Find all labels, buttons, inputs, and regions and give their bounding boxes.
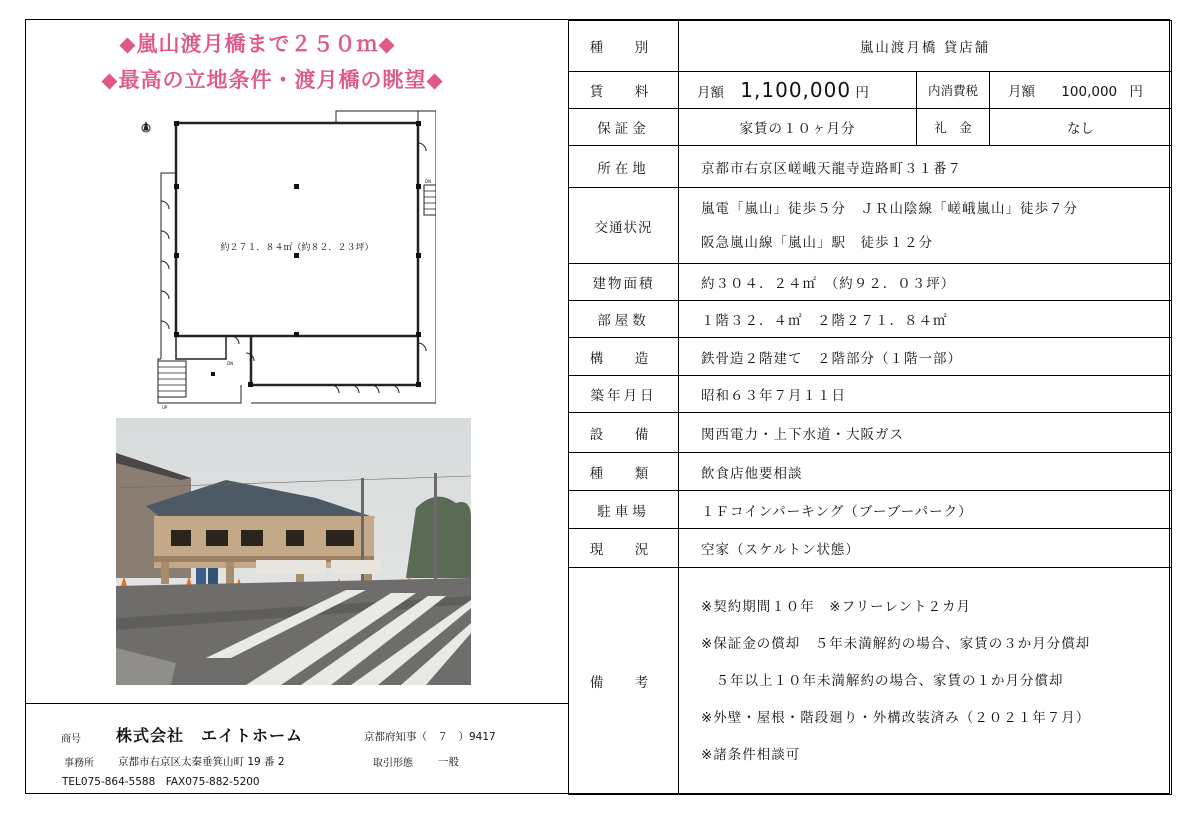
office-label: 事務所 xyxy=(64,758,94,769)
type-label: 種 別 xyxy=(569,21,679,72)
kind-label: 種 類 xyxy=(569,453,679,491)
row-kind xyxy=(569,453,1172,491)
parking-value: １Ｆコインパーキング（ブーブーパーク） xyxy=(679,491,1172,529)
note-item: ５年以上１０年未満解約の場合、家賃の１か月分償却 xyxy=(701,672,1064,689)
dn-label-lower: DN xyxy=(227,361,234,366)
tel-fax: TEL075-864-5588 FAX075-882-5200 xyxy=(62,776,260,788)
rent-value xyxy=(679,72,917,109)
rent-prefix: 月額 xyxy=(697,85,724,101)
dn-label: DN xyxy=(425,179,432,184)
left-panel xyxy=(26,20,569,793)
location-value: 京都市右京区嵯峨天龍寺造路町３１番７ xyxy=(679,146,1172,188)
floor-plan xyxy=(136,103,436,418)
deal-type-label: 取引形態 xyxy=(373,758,413,769)
row-built xyxy=(569,376,1172,413)
license-number: 京都府知事（ ７ ）9417 xyxy=(364,731,496,743)
access-line-1: 嵐電「嵐山」徒歩５分 ＪＲ山陰線「嵯峨嵐山」徒歩７分 xyxy=(701,200,1078,217)
built-value: 昭和６３年７月１１日 xyxy=(679,376,1172,413)
up-label: UP xyxy=(162,405,168,410)
rent-amount: 1,100,000 xyxy=(740,78,852,102)
row-type xyxy=(569,21,1172,72)
property-flyer xyxy=(25,19,1170,794)
rooms-label: 部屋数 xyxy=(569,301,679,338)
structure-label: 構 造 xyxy=(569,338,679,376)
facility-label: 設 備 xyxy=(569,413,679,453)
row-location xyxy=(569,146,1172,188)
notes-label: 備 考 xyxy=(569,568,679,795)
office-address: 京都市右京区太秦垂箕山町 19 番 2 xyxy=(118,756,285,768)
row-status xyxy=(569,529,1172,568)
building-photo xyxy=(116,418,471,685)
tax-label: 内消費税 xyxy=(917,72,990,109)
structure-value: 鉄骨造２階建て ２階部分（１階一部） xyxy=(679,338,1172,376)
status-value: 空家（スケルトン状態） xyxy=(679,529,1172,568)
row-facility xyxy=(569,413,1172,453)
location-label: 所在地 xyxy=(569,146,679,188)
access-value xyxy=(679,188,1172,264)
row-access xyxy=(569,188,1172,264)
row-rooms xyxy=(569,301,1172,338)
deposit-label: 保証金 xyxy=(569,109,679,146)
deal-type-value: 一般 xyxy=(438,756,459,768)
note-item: ※外壁・屋根・階段廻り・外構改装済み（２０２１年７月） xyxy=(701,709,1091,726)
area-value: 約３０４．２４㎡ （約９２．０３坪） xyxy=(679,264,1172,301)
access-label: 交通状況 xyxy=(569,188,679,264)
row-deposit xyxy=(569,109,1172,146)
rent-label: 賃 料 xyxy=(569,72,679,109)
status-label: 現 況 xyxy=(569,529,679,568)
note-item: ※保証金の償却 ５年未満解約の場合、家賃の３か月分償却 xyxy=(701,635,1091,652)
kind-value: 飲食店他要相談 xyxy=(679,453,1172,491)
row-structure xyxy=(569,338,1172,376)
row-rent xyxy=(569,72,1172,109)
tax-unit: 円 xyxy=(1129,84,1143,100)
note-item: ※契約期間１０年 ※フリーレント２カ月 xyxy=(701,598,971,615)
access-line-2: 阪急嵐山線「嵐山」駅 徒歩１２分 xyxy=(701,234,933,251)
floor-area-label: 約２７１．８４㎡（約８２．２３坪） xyxy=(220,243,374,253)
tax-amount: 100,000 xyxy=(1061,84,1118,100)
trade-name-label: 商号 xyxy=(61,734,81,745)
headline-view: ◆最高の立地条件・渡月橋の眺望◆ xyxy=(101,68,444,92)
notes-value xyxy=(679,568,1172,795)
company-info xyxy=(26,703,569,794)
row-parking xyxy=(569,491,1172,529)
parking-label: 駐車場 xyxy=(569,491,679,529)
built-label: 築年月日 xyxy=(569,376,679,413)
keymoney-value: なし xyxy=(990,109,1172,146)
facility-value: 関西電力・上下水道・大阪ガス xyxy=(679,413,1172,453)
type-value: 嵐山渡月橋 貸店舗 xyxy=(679,21,1172,72)
area-label: 建物面積 xyxy=(569,264,679,301)
row-notes xyxy=(569,568,1172,795)
tax-prefix: 月額 xyxy=(1008,84,1035,100)
headline-distance: ◆嵐山渡月橋まで２５０ｍ◆ xyxy=(119,32,396,56)
company-name: 株式会社 エイトホーム xyxy=(116,726,304,745)
keymoney-label: 礼 金 xyxy=(917,109,990,146)
note-item: ※諸条件相談可 xyxy=(701,746,801,763)
spec-table xyxy=(568,20,1172,795)
rent-unit: 円 xyxy=(855,85,869,101)
rooms-value: １階３２．４㎡ ２階２７１．８４㎡ xyxy=(679,301,1172,338)
row-area xyxy=(569,264,1172,301)
tax-value xyxy=(990,72,1172,109)
deposit-value: 家賃の１０ヶ月分 xyxy=(679,109,917,146)
